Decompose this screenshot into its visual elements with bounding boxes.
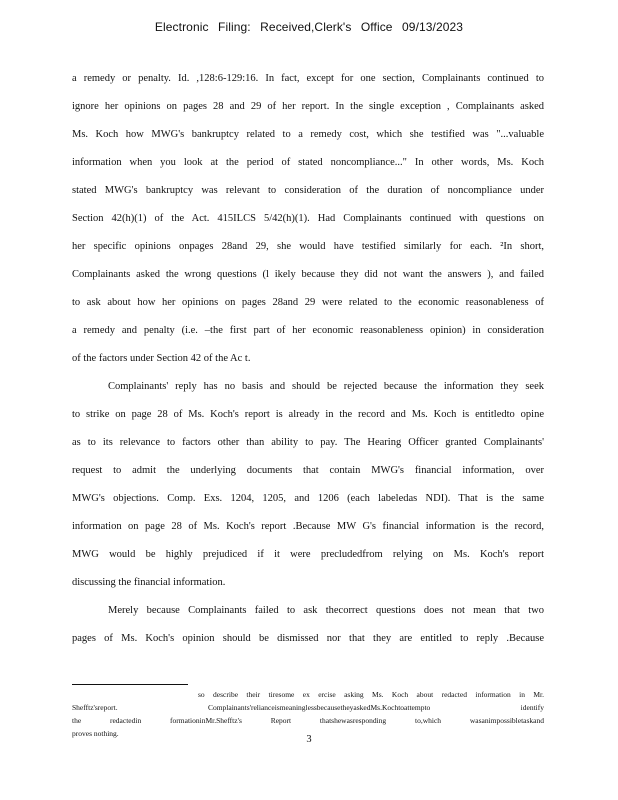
body-line: as to its relevance to factors other than ability to pay. The Hearing Officer granted Complainants' (72, 437, 544, 448)
body-line: discussing the financial information. (72, 577, 226, 588)
footnote (72, 688, 544, 740)
body-line: information on page 28 of Ms. Koch's report .Because MW G's financial information is the record, (72, 521, 544, 532)
body-line: request to admit the underlying documents that contain MWG's financial information, over (72, 465, 544, 476)
body-line: of the factors under Section 42 of the Ac t. (72, 353, 251, 364)
body-line: Complainants asked the wrong questions (l ikely because they did not want the answers ), and failed (72, 269, 544, 280)
footnote-line: so describe their tiresome ex ercise asking Ms. Koch about redacted information in Mr. (198, 690, 544, 699)
body-line: Merely because Complainants failed to ask thecorrect questions does not mean that two (108, 605, 544, 616)
body-line: Ms. Koch how MWG's bankruptcy related to a remedy cost, which she testified was "...valuable (72, 129, 544, 140)
footnote-line: Shefftz'sreport. Complainants'relianceismeaninglessbecausetheyaskedMs.Kochtoattempto identify (72, 703, 544, 712)
body-line: ignore her opinions on pages 28 and 29 of her report. In the single exception , Complainants asked (72, 101, 544, 112)
filing-header: Electronic Filing: Received,Clerk's Office 09/13/2023 (154, 20, 464, 34)
body-line: MWG would be highly prejudiced if it were precludedfrom relying on Ms. Koch's report (72, 549, 544, 560)
body-line: stated MWG's bankruptcy was relevant to consideration of the duration of noncompliance under (72, 185, 544, 196)
footnote-line: the redactedin formationinMr.Shefftz's Report thatshewasresponding to,which wasanimpossibletaskand (72, 716, 544, 725)
footnote-divider (72, 684, 188, 685)
body-line: a remedy or penalty. Id. ,128:6-129:16. In fact, except for one section, Complainants continued to (72, 73, 544, 84)
body-line: MWG's objections. Comp. Exs. 1204, 1205, and 1206 (each labeledas NDI). That is the same (72, 493, 544, 504)
body-line: to strike on page 28 of Ms. Koch's report is already in the record and Ms. Koch is entitledto opine (72, 409, 544, 420)
footnote-line: proves nothing. (72, 729, 119, 738)
body-line: a remedy and penalty (i.e. –the first part of her economic reasonableness opinion) in consideration (72, 325, 544, 336)
page-number: 3 (306, 734, 312, 745)
body-line: to ask about how her opinions on pages 28and 29 were related to the economic reasonableness of (72, 297, 544, 308)
body-line: Complainants' reply has no basis and should be rejected because the information they seek (108, 381, 544, 392)
body-line: information when you look at the period of stated noncompliance..." In other words, Ms. Koch (72, 157, 544, 168)
document-body (72, 68, 544, 656)
body-line: her specific opinions onpages 28and 29, she would have testified similarly for each. ²In short, (72, 241, 544, 252)
body-line: Section 42(h)(1) of the Act. 415ILCS 5/42(h)(1). Had Complainants continued with questions on (72, 213, 544, 224)
body-line: pages of Ms. Koch's opinion should be dismissed nor that they are entitled to reply .Because (72, 633, 544, 644)
